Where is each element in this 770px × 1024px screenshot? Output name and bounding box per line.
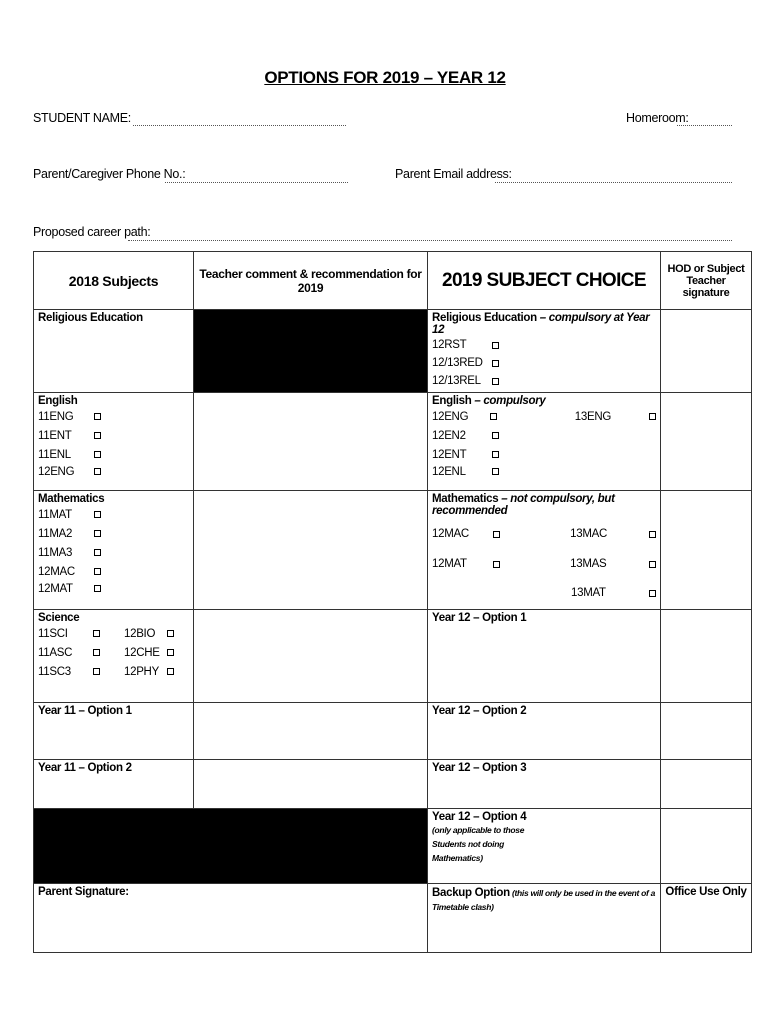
year12-option3-cell: Year 12 – Option 3 (428, 760, 661, 809)
checkbox[interactable] (93, 668, 100, 675)
header-hod-signature: HOD or Subject Teacher signature (661, 252, 752, 310)
english-right-cell: English – compulsory 12ENG 13ENG 12EN2 12ENT 12ENL (428, 393, 661, 491)
maths-signature-cell[interactable] (661, 491, 752, 610)
blacked-out-cell (194, 310, 428, 393)
header-2018-subjects: 2018 Subjects (34, 252, 194, 310)
checkbox[interactable] (492, 432, 499, 439)
page-title: OPTIONS FOR 2019 – YEAR 12 (264, 68, 506, 87)
science-comment-cell[interactable] (194, 610, 428, 703)
year11-option2-cell: Year 11 – Option 2 (34, 760, 194, 809)
religious-signature-cell[interactable] (661, 310, 752, 393)
english-comment-cell[interactable] (194, 393, 428, 491)
office-use-cell: Office Use Only (661, 884, 752, 953)
header-2019-choice: 2019 SUBJECT CHOICE (428, 252, 661, 310)
checkbox[interactable] (492, 378, 499, 385)
checkbox[interactable] (649, 531, 656, 538)
option2-signature-cell[interactable] (661, 760, 752, 809)
backup-option-cell: Backup Option (this will only be used in the event of a Timetable clash) (428, 884, 661, 953)
header-teacher-comment: Teacher comment & recommendation for 2019 (194, 252, 428, 310)
checkbox[interactable] (649, 590, 656, 597)
homeroom-field[interactable] (677, 125, 732, 126)
checkbox[interactable] (93, 649, 100, 656)
religious-right-cell: Religious Education – compulsory at Year 12 12RST 12/13RED 12/13REL (428, 310, 661, 393)
maths-right-cell: Mathematics – not compulsory, but recommended 12MAC 13MAC 12MAT 13MAS 13MAT (428, 491, 661, 610)
checkbox[interactable] (493, 531, 500, 538)
checkbox[interactable] (94, 511, 101, 518)
checkbox[interactable] (94, 432, 101, 439)
option1-comment-cell[interactable] (194, 703, 428, 760)
checkbox[interactable] (492, 360, 499, 367)
parent-phone-label: Parent/Caregiver Phone No.: (33, 167, 186, 181)
checkbox[interactable] (94, 413, 101, 420)
parent-phone-field[interactable] (165, 182, 348, 183)
parent-email-field[interactable] (495, 182, 732, 183)
maths-comment-cell[interactable] (194, 491, 428, 610)
science-signature-cell[interactable] (661, 610, 752, 703)
blacked-out-cell (34, 809, 428, 884)
checkbox[interactable] (94, 568, 101, 575)
student-name-field[interactable] (133, 125, 346, 126)
option2-comment-cell[interactable] (194, 760, 428, 809)
career-path-field[interactable] (128, 240, 732, 241)
homeroom-label: Homeroom: (626, 111, 689, 125)
checkbox[interactable] (490, 413, 497, 420)
english-left-cell: English 11ENG 11ENT 11ENL 12ENG (34, 393, 194, 491)
year11-option1-cell: Year 11 – Option 1 (34, 703, 194, 760)
checkbox[interactable] (94, 451, 101, 458)
checkbox[interactable] (93, 630, 100, 637)
checkbox[interactable] (649, 413, 656, 420)
option1-signature-cell[interactable] (661, 703, 752, 760)
year12-option2-cell: Year 12 – Option 2 (428, 703, 661, 760)
career-path-label: Proposed career path: (33, 225, 151, 239)
checkbox[interactable] (493, 561, 500, 568)
checkbox[interactable] (167, 649, 174, 656)
checkbox[interactable] (492, 451, 499, 458)
english-signature-cell[interactable] (661, 393, 752, 491)
science-left-cell: Science 11SCI 12BIO 11ASC 12CHE 11SC3 12PHY (34, 610, 194, 703)
student-name-label: STUDENT NAME: (33, 111, 131, 125)
checkbox[interactable] (167, 668, 174, 675)
parent-signature-cell[interactable]: Parent Signature: (34, 884, 428, 953)
checkbox[interactable] (94, 468, 101, 475)
year12-option4-cell: Year 12 – Option 4 (only applicable to those Students not doing Mathematics) (428, 809, 661, 884)
religious-left-cell: Religious Education (34, 310, 194, 393)
option4-signature-cell[interactable] (661, 809, 752, 884)
year12-option1-cell: Year 12 – Option 1 (428, 610, 661, 703)
parent-email-label: Parent Email address: (395, 167, 512, 181)
checkbox[interactable] (94, 549, 101, 556)
checkbox[interactable] (94, 530, 101, 537)
checkbox[interactable] (649, 561, 656, 568)
checkbox[interactable] (492, 468, 499, 475)
checkbox[interactable] (167, 630, 174, 637)
checkbox[interactable] (94, 585, 101, 592)
subject-table (33, 251, 752, 953)
maths-left-cell: Mathematics 11MAT 11MA2 11MA3 12MAC 12MAT (34, 491, 194, 610)
checkbox[interactable] (492, 342, 499, 349)
